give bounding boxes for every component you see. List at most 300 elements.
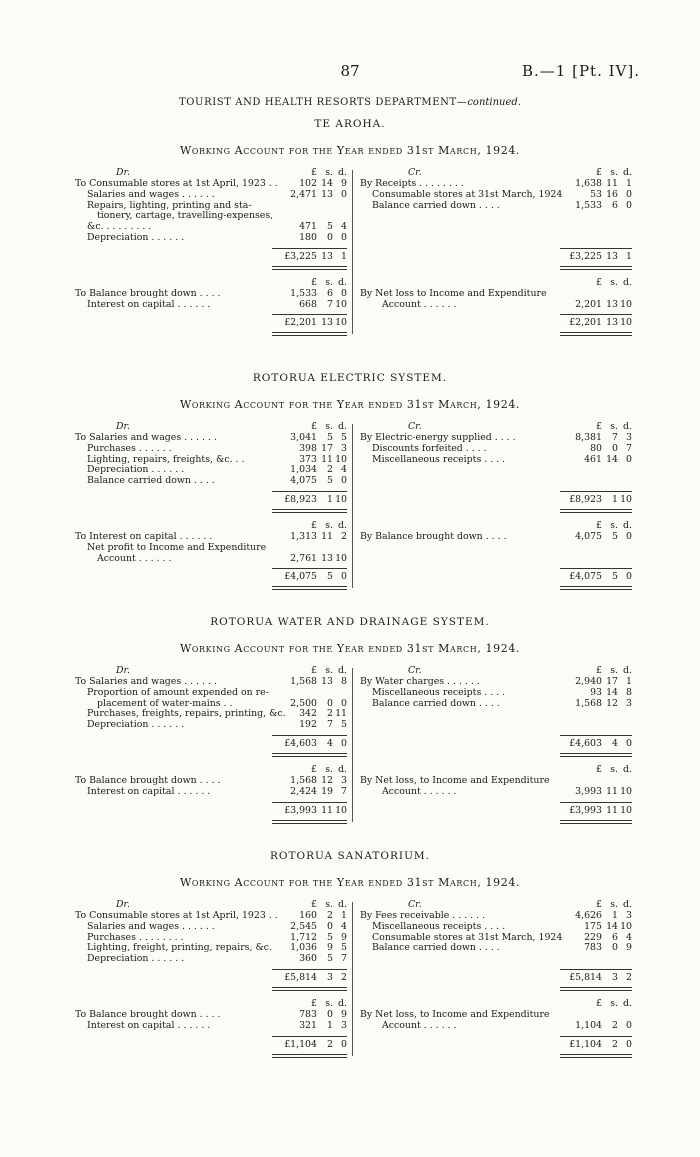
debit-column xyxy=(75,532,347,564)
ledger-row-label: Purchases . . . . . . xyxy=(87,442,172,454)
pounds: 53 xyxy=(590,188,602,200)
ledger-row-label: Interest on capital . . . . . . xyxy=(87,1019,211,1031)
ledger-row xyxy=(75,476,347,487)
pence: 1 xyxy=(626,250,632,262)
amount xyxy=(560,806,632,817)
pounds: 668 xyxy=(299,298,317,310)
pounds: £ xyxy=(311,520,317,531)
credit-heading: Cr. xyxy=(408,167,422,178)
total-double-rule xyxy=(272,987,347,991)
total-amount xyxy=(272,318,347,329)
subtotal-rule xyxy=(272,969,347,970)
total-double-rule xyxy=(272,509,347,513)
currency-heading xyxy=(560,765,632,776)
total-double-rule xyxy=(272,1054,347,1058)
amount xyxy=(272,444,347,455)
section-title: ROTORUA SANATORIUM. xyxy=(269,850,431,862)
pence: 0 xyxy=(341,475,347,487)
ledger-row-label: Balance carried down . . . . xyxy=(372,697,500,709)
subtotal-rule xyxy=(272,568,347,569)
credit-column xyxy=(360,179,632,211)
subtotal-rule xyxy=(560,969,632,970)
ledger-row-label: Repairs, lighting, printing and sta- xyxy=(87,199,252,211)
total-row xyxy=(560,318,632,329)
pence: d. xyxy=(338,665,347,676)
ledger-row-label: Purchases, freights, repairs, printing, &c. xyxy=(87,708,286,720)
pounds: £4,075 xyxy=(284,571,317,583)
ledger-row-label: Lighting, repairs, freights, &c. . . xyxy=(87,453,245,465)
pounds: 192 xyxy=(299,719,317,731)
pence: d. xyxy=(623,665,632,676)
shillings: 5 xyxy=(612,531,618,542)
subtotal-rule xyxy=(560,314,632,315)
pence: 0 xyxy=(626,188,632,200)
pence: 4 xyxy=(626,931,632,943)
amount xyxy=(560,999,632,1010)
ledger-row xyxy=(360,201,632,212)
amount xyxy=(560,278,632,289)
section-title: TE AROHA. xyxy=(314,118,386,130)
amount xyxy=(560,318,632,329)
shillings: s. xyxy=(325,276,333,288)
pounds: 3,041 xyxy=(290,432,317,443)
ledger-row-label: Depreciation . . . . . . xyxy=(87,464,185,476)
currency-heading xyxy=(560,999,632,1010)
pence: 5 xyxy=(341,942,347,954)
shillings: 3 xyxy=(327,972,333,983)
pounds: £5,814 xyxy=(284,972,317,983)
ledger-row-label: Account . . . . . . xyxy=(382,785,457,797)
total-amount xyxy=(272,1040,347,1051)
pence: 4 xyxy=(341,221,347,233)
shillings: s. xyxy=(325,665,333,676)
ledger-row xyxy=(360,455,632,466)
total-row xyxy=(272,806,347,817)
total-row xyxy=(560,806,632,817)
pence: 2 xyxy=(626,972,632,983)
total-amount xyxy=(560,806,632,817)
shillings: 2 xyxy=(612,1019,618,1031)
pence: 3 xyxy=(341,442,347,454)
subtotal-rule xyxy=(560,568,632,569)
amount xyxy=(560,300,632,311)
pounds: £5,814 xyxy=(569,972,602,983)
ledger-row-label: To Consumable stores at 1st April, 1923 . . xyxy=(75,910,278,921)
pounds: £4,603 xyxy=(569,738,602,749)
ledger-row xyxy=(75,787,347,798)
pounds: £1,104 xyxy=(569,1038,602,1050)
pounds: 2,940 xyxy=(575,676,602,687)
pence: 8 xyxy=(341,676,347,687)
ledger-row-label: Consumable stores at 31st March, 1924 xyxy=(372,188,563,200)
shillings: 4 xyxy=(612,738,618,749)
shillings: s. xyxy=(325,520,333,531)
pence: 0 xyxy=(626,1038,632,1050)
credit-column xyxy=(360,289,632,311)
subtotal-rule xyxy=(560,735,632,736)
total-amount xyxy=(272,806,347,817)
total-row xyxy=(272,318,347,329)
amount xyxy=(560,495,632,506)
pounds: 1,568 xyxy=(575,697,602,709)
pence: d. xyxy=(623,764,632,775)
shillings: 11 xyxy=(606,785,618,797)
subtotal-rule xyxy=(272,491,347,492)
shillings: s. xyxy=(610,167,618,178)
shillings: 0 xyxy=(327,697,333,709)
shillings: 6 xyxy=(612,199,618,211)
ledger-row-label: Balance carried down . . . . xyxy=(372,199,500,211)
shillings: s. xyxy=(610,764,618,775)
amount xyxy=(272,720,347,731)
account-section xyxy=(0,616,700,856)
pence: 10 xyxy=(620,494,632,505)
ledger-row xyxy=(75,190,347,201)
ledger-row-label: Miscellaneous receipts . . . . xyxy=(372,920,506,932)
column-divider xyxy=(352,668,353,822)
debit-heading: Dr. xyxy=(116,665,130,676)
pounds: 783 xyxy=(299,1009,317,1020)
pounds: 373 xyxy=(299,453,317,465)
ledger-row-label: To Balance brought down . . . . xyxy=(75,1009,221,1020)
credit-column xyxy=(360,433,632,465)
total-double-rule xyxy=(560,753,632,757)
shillings: 11 xyxy=(606,178,618,189)
shillings: 0 xyxy=(327,231,333,243)
ledger-row-label: To Salaries and wages . . . . . . xyxy=(75,676,217,687)
shillings: 11 xyxy=(321,453,333,465)
currency-heading xyxy=(272,278,347,289)
total-amount xyxy=(560,572,632,583)
pence: 1 xyxy=(626,676,632,687)
total-amount xyxy=(272,572,347,583)
pounds: 1,104 xyxy=(575,1019,602,1031)
shillings: 9 xyxy=(327,942,333,954)
ledger-row xyxy=(360,190,632,201)
total-double-rule xyxy=(272,266,347,270)
pence: 11 xyxy=(335,708,347,720)
pounds: £ xyxy=(596,276,602,288)
ledger-row xyxy=(75,554,347,565)
pence: 4 xyxy=(341,920,347,932)
ledger-row xyxy=(360,532,632,543)
ledger-row-label: Depreciation . . . . . . xyxy=(87,231,185,243)
shillings: 13 xyxy=(606,317,618,329)
amount xyxy=(560,1040,632,1051)
pence: 10 xyxy=(335,298,347,310)
ledger-row-label: Miscellaneous receipts . . . . xyxy=(372,686,506,698)
debit-column xyxy=(75,677,347,731)
total-row xyxy=(560,572,632,583)
subtotal-rule xyxy=(272,314,347,315)
total-amount xyxy=(272,973,347,984)
total-row xyxy=(560,252,632,263)
pence: 0 xyxy=(626,531,632,542)
pounds: 2,471 xyxy=(290,188,317,200)
shillings: 13 xyxy=(606,298,618,310)
total-amount xyxy=(272,495,347,506)
debit-column xyxy=(75,289,347,311)
ledger-row-label: Account . . . . . . xyxy=(382,298,457,310)
shillings: 13 xyxy=(321,188,333,200)
shillings: 19 xyxy=(321,785,333,797)
total-double-rule xyxy=(560,987,632,991)
amount xyxy=(272,677,347,688)
ledger-row-label: Interest on capital . . . . . . xyxy=(87,298,211,310)
total-amount xyxy=(560,318,632,329)
amount xyxy=(560,765,632,776)
total-double-rule xyxy=(560,266,632,270)
amount xyxy=(272,318,347,329)
credit-column xyxy=(360,776,632,798)
ledger-row xyxy=(75,233,347,244)
shillings: 1 xyxy=(327,494,333,505)
shillings: 0 xyxy=(612,942,618,954)
ledger-row-label: tionery, cartage, travelling-expenses, xyxy=(97,210,274,222)
total-row xyxy=(272,973,347,984)
pounds: £8,923 xyxy=(284,494,317,505)
pounds: 80 xyxy=(590,442,602,454)
pounds: 321 xyxy=(299,1019,317,1031)
ledger-row-label: Depreciation . . . . . . xyxy=(87,719,185,731)
ledger-row-label: Salaries and wages . . . . . . xyxy=(87,920,215,932)
pence: 9 xyxy=(341,178,347,189)
shillings: 11 xyxy=(321,531,333,542)
pence: 7 xyxy=(341,953,347,965)
amount xyxy=(272,554,347,565)
total-amount xyxy=(560,495,632,506)
account-title xyxy=(0,144,700,157)
pounds: 1,568 xyxy=(290,775,317,786)
currency-row xyxy=(272,278,347,289)
shillings: 2 xyxy=(327,464,333,476)
pounds: 2,424 xyxy=(290,785,317,797)
shillings: 13 xyxy=(321,676,333,687)
total-row xyxy=(272,495,347,506)
amount xyxy=(560,444,632,455)
shillings: 14 xyxy=(321,178,333,189)
debit-column xyxy=(75,776,347,798)
amount xyxy=(272,739,347,750)
shillings: 1 xyxy=(327,1019,333,1031)
pence: 7 xyxy=(341,785,347,797)
pounds: 1,568 xyxy=(290,676,317,687)
ledger-row-label: Balance carried down . . . . xyxy=(87,475,215,487)
pounds: 398 xyxy=(299,442,317,454)
account-title-text: Working Account for the Year ended 31st March, 1924. xyxy=(179,642,521,655)
column-divider xyxy=(352,424,353,588)
pence: 0 xyxy=(341,1038,347,1050)
pounds: £3,993 xyxy=(569,804,602,816)
shillings: 2 xyxy=(612,1038,618,1050)
subtotal-rule xyxy=(560,802,632,803)
pounds: 8,381 xyxy=(575,432,602,443)
pounds: 461 xyxy=(584,453,602,465)
pounds: £ xyxy=(311,665,317,676)
pence: 1 xyxy=(341,910,347,921)
pence: 3 xyxy=(626,432,632,443)
pence: 5 xyxy=(341,719,347,731)
pence: 1 xyxy=(341,250,347,262)
shillings: 5 xyxy=(327,475,333,487)
subtotal-rule xyxy=(560,491,632,492)
pounds: £ xyxy=(596,421,602,432)
shillings: s. xyxy=(325,899,333,910)
pounds: £4,075 xyxy=(569,571,602,583)
pence: 0 xyxy=(341,571,347,583)
shillings: 0 xyxy=(612,442,618,454)
shillings: s. xyxy=(610,520,618,531)
page-number: 87 xyxy=(340,62,360,80)
pence: 3 xyxy=(626,910,632,921)
ledger-row xyxy=(360,289,632,300)
pounds: £ xyxy=(596,665,602,676)
total-row xyxy=(560,739,632,750)
pounds: £ xyxy=(596,899,602,910)
ledger-row xyxy=(360,1021,632,1032)
shillings: 2 xyxy=(327,910,333,921)
debit-column xyxy=(75,911,347,965)
shillings: 17 xyxy=(606,676,618,687)
shillings: 5 xyxy=(327,931,333,943)
pence: 3 xyxy=(341,775,347,786)
total-amount xyxy=(272,739,347,750)
ledger-row-label: By Electric-energy supplied . . . . xyxy=(360,432,516,443)
ledger-row-label: Miscellaneous receipts . . . . xyxy=(372,453,506,465)
total-amount xyxy=(272,252,347,263)
pounds: £2,201 xyxy=(569,317,602,329)
shillings: 16 xyxy=(606,188,618,200)
shillings: 6 xyxy=(327,287,333,299)
shillings: 5 xyxy=(327,432,333,443)
pence: d. xyxy=(623,899,632,910)
total-double-rule xyxy=(560,332,632,336)
department-continued: continued. xyxy=(467,97,521,108)
shillings: 7 xyxy=(612,432,618,443)
pence: 0 xyxy=(341,738,347,749)
ledger-row-label: By Net loss, to Income and Expenditure xyxy=(360,775,550,786)
amount xyxy=(272,572,347,583)
subtotal-rule xyxy=(272,802,347,803)
shillings: 3 xyxy=(612,972,618,983)
pence: 0 xyxy=(626,1019,632,1031)
subtotal-rule xyxy=(272,735,347,736)
pounds: £ xyxy=(596,764,602,775)
ledger-row-label: Account . . . . . . xyxy=(382,1019,457,1031)
amount xyxy=(272,806,347,817)
currency-row xyxy=(560,278,632,289)
amount xyxy=(272,190,347,201)
currency-heading xyxy=(560,278,632,289)
ledger-row-label: To Balance brought down . . . . xyxy=(75,287,221,299)
amount xyxy=(272,252,347,263)
pounds: 3,993 xyxy=(575,785,602,797)
shillings: 7 xyxy=(327,298,333,310)
ledger-row-label: placement of water-mains . . xyxy=(97,697,233,709)
pounds: 229 xyxy=(584,931,602,943)
pence: 5 xyxy=(341,432,347,443)
ledger-row-label: Lighting, freight, printing, repairs, &c. xyxy=(87,942,273,954)
credit-heading: Cr. xyxy=(408,665,422,676)
shillings: 13 xyxy=(321,552,333,564)
ledger-row-label: &c. . . . . . . . . xyxy=(87,221,152,233)
shillings: 5 xyxy=(327,221,333,233)
pounds: 1,533 xyxy=(575,199,602,211)
subtotal-rule xyxy=(272,1036,347,1037)
pence: 0 xyxy=(341,697,347,709)
pounds: 180 xyxy=(299,231,317,243)
currency-row xyxy=(560,765,632,776)
account-title xyxy=(0,876,700,889)
ledger-row xyxy=(75,954,347,965)
pounds: £ xyxy=(311,998,317,1009)
ledger-row xyxy=(360,444,632,455)
amount xyxy=(560,688,632,699)
amount xyxy=(272,495,347,506)
ledger-row xyxy=(75,720,347,731)
shillings: 1 xyxy=(612,910,618,921)
shillings: 14 xyxy=(606,686,618,698)
pence: d. xyxy=(623,167,632,178)
debit-column xyxy=(75,433,347,487)
subtotal-rule xyxy=(560,1036,632,1037)
pence: 0 xyxy=(626,571,632,583)
amount xyxy=(560,252,632,263)
pence: d. xyxy=(338,167,347,178)
pence: 2 xyxy=(341,972,347,983)
pence: 9 xyxy=(626,942,632,954)
pounds: 4,626 xyxy=(575,910,602,921)
ledger-row xyxy=(75,289,347,300)
ledger-row xyxy=(360,787,632,798)
pence: d. xyxy=(338,421,347,432)
ledger-row-label: By Balance brought down . . . . xyxy=(360,531,507,542)
amount xyxy=(272,300,347,311)
credit-heading: Cr. xyxy=(408,899,422,910)
credit-heading: Cr. xyxy=(408,421,422,432)
department-heading xyxy=(0,97,700,108)
ledger-row-label: By Water charges . . . . . . xyxy=(360,676,480,687)
account-title-text: Working Account for the Year ended 31st March, 1924. xyxy=(179,876,521,889)
pounds: £ xyxy=(311,764,317,775)
pence: 3 xyxy=(626,697,632,709)
total-amount xyxy=(560,739,632,750)
total-amount xyxy=(560,252,632,263)
pence: d. xyxy=(338,998,347,1009)
shillings: 13 xyxy=(606,250,618,262)
total-double-rule xyxy=(560,1054,632,1058)
amount xyxy=(272,973,347,984)
pounds: 1,034 xyxy=(290,464,317,476)
total-row xyxy=(272,739,347,750)
section-title: ROTORUA WATER AND DRAINAGE SYSTEM. xyxy=(210,616,490,628)
pence: 10 xyxy=(335,317,347,329)
pounds: 1,313 xyxy=(290,531,317,542)
shillings: s. xyxy=(610,276,618,288)
pounds: £ xyxy=(311,276,317,288)
pounds: £2,201 xyxy=(284,317,317,329)
ledger-row-label: By Fees receivable . . . . . . xyxy=(360,910,486,921)
pence: 9 xyxy=(341,931,347,943)
pence: 0 xyxy=(626,453,632,465)
credit-column xyxy=(360,911,632,954)
total-double-rule xyxy=(272,586,347,590)
pence: 9 xyxy=(341,1009,347,1020)
shillings: 2 xyxy=(327,708,333,720)
ledger-row-label: Interest on capital . . . . . . xyxy=(87,785,211,797)
amount xyxy=(560,699,632,710)
shillings: s. xyxy=(325,764,333,775)
